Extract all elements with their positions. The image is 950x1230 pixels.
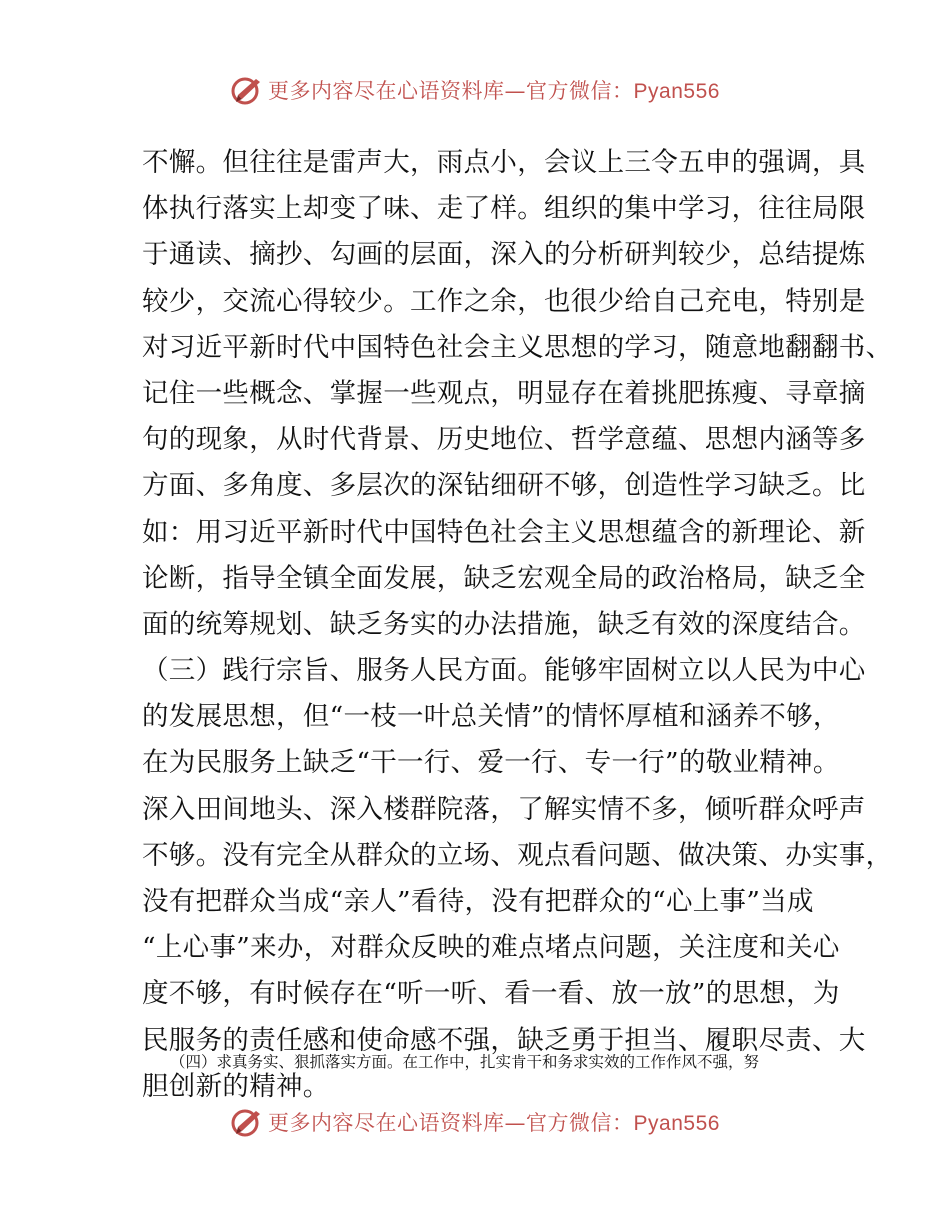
text-line: 度不够，有时候存在“听一听、看一看、放一放”的思想，为 <box>142 978 840 1010</box>
document-body <box>142 140 893 1110</box>
text-line: 在为民服务上缺乏“干一行、爱一行、专一行”的敬业精神。 <box>142 747 840 779</box>
text-line: 面的统筹规划、缺乏务实的办法措施，缺乏有效的深度结合。 <box>142 608 866 640</box>
header-banner <box>0 68 950 112</box>
text-line: 体执行落实上却变了味、走了样。组织的集中学习，往往局限 <box>142 193 866 225</box>
text-line: 如：用习近平新时代中国特色社会主义思想蕴含的新理论、新 <box>142 516 866 548</box>
text-line: 不懈。但往往是雷声大，雨点小，会议上三令五申的强调，具 <box>142 147 866 178</box>
text-line: 较少，交流心得较少。工作之余，也很少给自己充电，特别是 <box>142 285 866 317</box>
banner-text <box>268 1107 720 1137</box>
text-line: 论断，指导全镇全面发展，缺乏宏观全局的政治格局，缺乏全 <box>142 562 866 594</box>
text-line: 没有把群众当成“亲人”看待，没有把群众的“心上事”当成 <box>142 886 814 917</box>
text-line: 方面、多角度、多层次的深钻细研不够，创造性学习缺乏。比 <box>142 470 866 502</box>
pen-logo-icon <box>230 1105 264 1139</box>
text-line: 深入田间地头、深入楼群院落，了解实情不多，倾听群众呼声 <box>142 793 866 825</box>
text-line: 记住一些概念、掌握一些观点，明显存在着挑肥拣瘦、寻章摘 <box>142 377 866 409</box>
pen-logo-icon <box>230 73 264 107</box>
text-line: 于通读、摘抄、勾画的层面，深入的分析研判较少，总结提炼 <box>142 239 866 271</box>
banner-label: 更多内容尽在心语资料库—官方微信： <box>268 79 634 103</box>
text-line: “上心事”来办，对群众反映的难点堵点问题，关注度和关心 <box>142 932 840 964</box>
text-line: 的发展思想，但“一枝一叶总关情”的情怀厚植和涵养不够， <box>142 701 840 733</box>
text-line: 不够。没有完全从群众的立场、观点看问题、做决策、办实事， <box>142 839 893 871</box>
banner-handle: Pyan556 <box>633 80 720 103</box>
text-line: 民服务的责任感和使命感不强，缺乏勇于担当、履职尽责、大 <box>142 1024 866 1056</box>
text-line: （三）践行宗旨、服务人民方面。能够牢固树立以人民为中心 <box>142 655 866 687</box>
text-line: 胆创新的精神。 <box>142 1070 330 1102</box>
banner-label: 更多内容尽在心语资料库—官方微信： <box>268 1111 634 1135</box>
banner-text <box>268 75 720 105</box>
banner-handle: Pyan556 <box>633 1112 720 1135</box>
next-section-preview: （四）求真务实、狠抓落实方面。在工作中，扎实肯干和务求实效的工作作风不强，努 <box>170 1053 760 1071</box>
text-line: 句的现象，从时代背景、历史地位、哲学意蕴、思想内涵等多 <box>142 424 866 456</box>
text-line: 对习近平新时代中国特色社会主义思想的学习，随意地翻翻书、 <box>142 331 893 363</box>
footer-banner <box>0 1100 950 1144</box>
